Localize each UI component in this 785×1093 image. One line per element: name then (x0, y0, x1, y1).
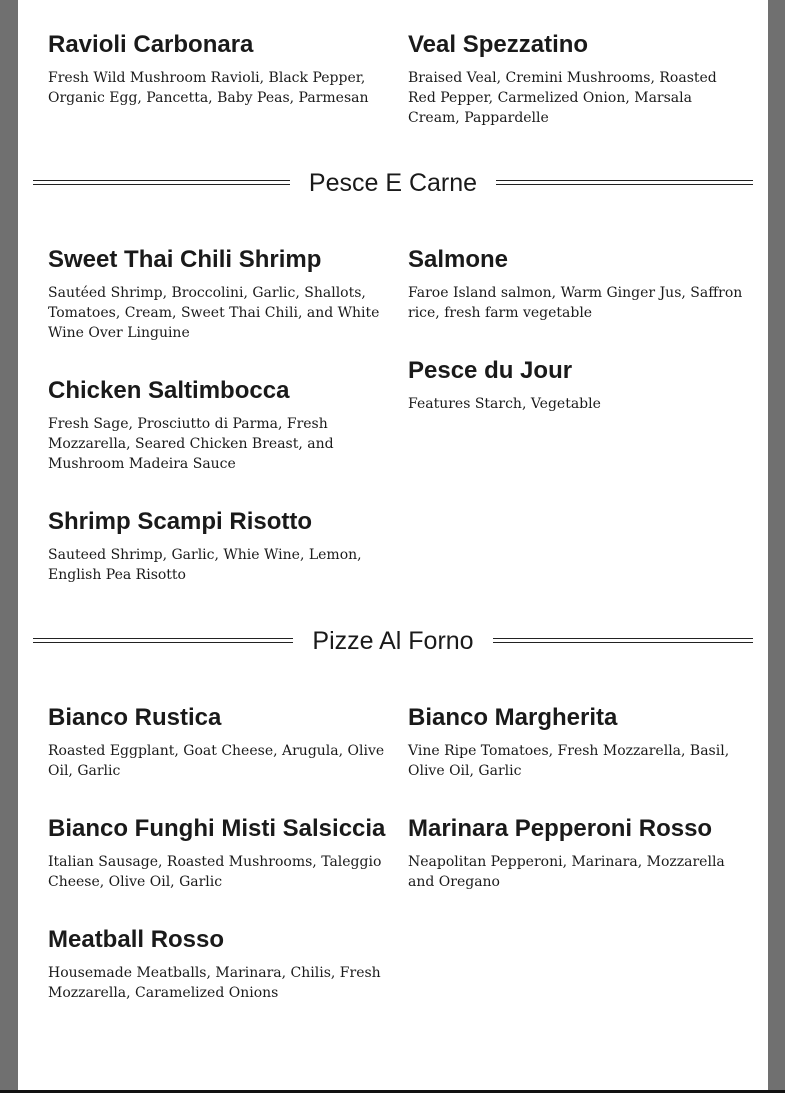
menu-item (408, 814, 748, 892)
section-title: Pizze Al Forno (312, 627, 474, 655)
item-name: Bianco Funghi Misti Salsiccia (48, 815, 386, 842)
menu-item (408, 703, 748, 781)
item-name: Ravioli Carbonara (48, 31, 254, 58)
item-name: Chicken Saltimbocca (48, 377, 290, 404)
item-name: Bianco Rustica (48, 704, 222, 731)
menu-item (48, 245, 388, 343)
item-name: Veal Spezzatino (408, 31, 589, 58)
item-description: Features Starch, Vegetable (408, 396, 601, 412)
section-header-pizze (33, 626, 753, 656)
item-name: Salmone (408, 246, 509, 273)
item-description: Neapolitan Pepperoni, Marinara, Mozzarella and Oregano (408, 854, 725, 890)
menu-item (48, 814, 388, 892)
item-description: Fresh Sage, Prosciutto di Parma, Fresh Mozzarella, Seared Chicken Breast, and Mushroom Madeira Sauce (48, 416, 334, 472)
item-description: Fresh Wild Mushroom Ravioli, Black Pepper, Organic Egg, Pancetta, Baby Peas, Parmesan (48, 70, 369, 106)
item-description: Faroe Island salmon, Warm Ginger Jus, Saffron rice, fresh farm vegetable (408, 285, 743, 321)
item-description: Braised Veal, Cremini Mushrooms, Roasted Red Pepper, Carmelized Onion, Marsala Cream, Pappardelle (408, 70, 717, 126)
menu-item (48, 30, 388, 108)
menu-item (48, 376, 388, 474)
section-header-pesce (33, 168, 753, 198)
menu-item (48, 925, 388, 1003)
item-description: Housemade Meatballs, Marinara, Chilis, Fresh Mozzarella, Caramelized Onions (48, 965, 381, 1001)
item-name: Marinara Pepperoni Rosso (408, 815, 713, 842)
menu-item (408, 356, 748, 414)
item-description: Italian Sausage, Roasted Mushrooms, Taleggio Cheese, Olive Oil, Garlic (48, 854, 382, 890)
item-name: Sweet Thai Chili Shrimp (48, 246, 322, 273)
item-name: Pesce du Jour (408, 357, 573, 384)
item-name: Meatball Rosso (48, 926, 225, 953)
menu-item (408, 245, 748, 323)
section-title: Pesce E Carne (308, 169, 478, 197)
item-name: Shrimp Scampi Risotto (48, 508, 313, 535)
menu-item (408, 30, 748, 128)
menu-item (48, 507, 388, 585)
item-name: Bianco Margherita (408, 704, 618, 731)
divider (496, 180, 753, 185)
divider (493, 638, 753, 643)
menu-page (18, 0, 768, 1090)
item-description: Sauteed Shrimp, Garlic, Whie Wine, Lemon, English Pea Risotto (48, 547, 362, 583)
menu-item (48, 703, 388, 781)
item-description: Vine Ripe Tomatoes, Fresh Mozzarella, Basil, Olive Oil, Garlic (408, 743, 730, 779)
item-description: Roasted Eggplant, Goat Cheese, Arugula, Olive Oil, Garlic (48, 743, 385, 779)
item-description: Sautéed Shrimp, Broccolini, Garlic, Shallots, Tomatoes, Cream, Sweet Thai Chili, and White Wine Over Linguine (48, 285, 380, 341)
